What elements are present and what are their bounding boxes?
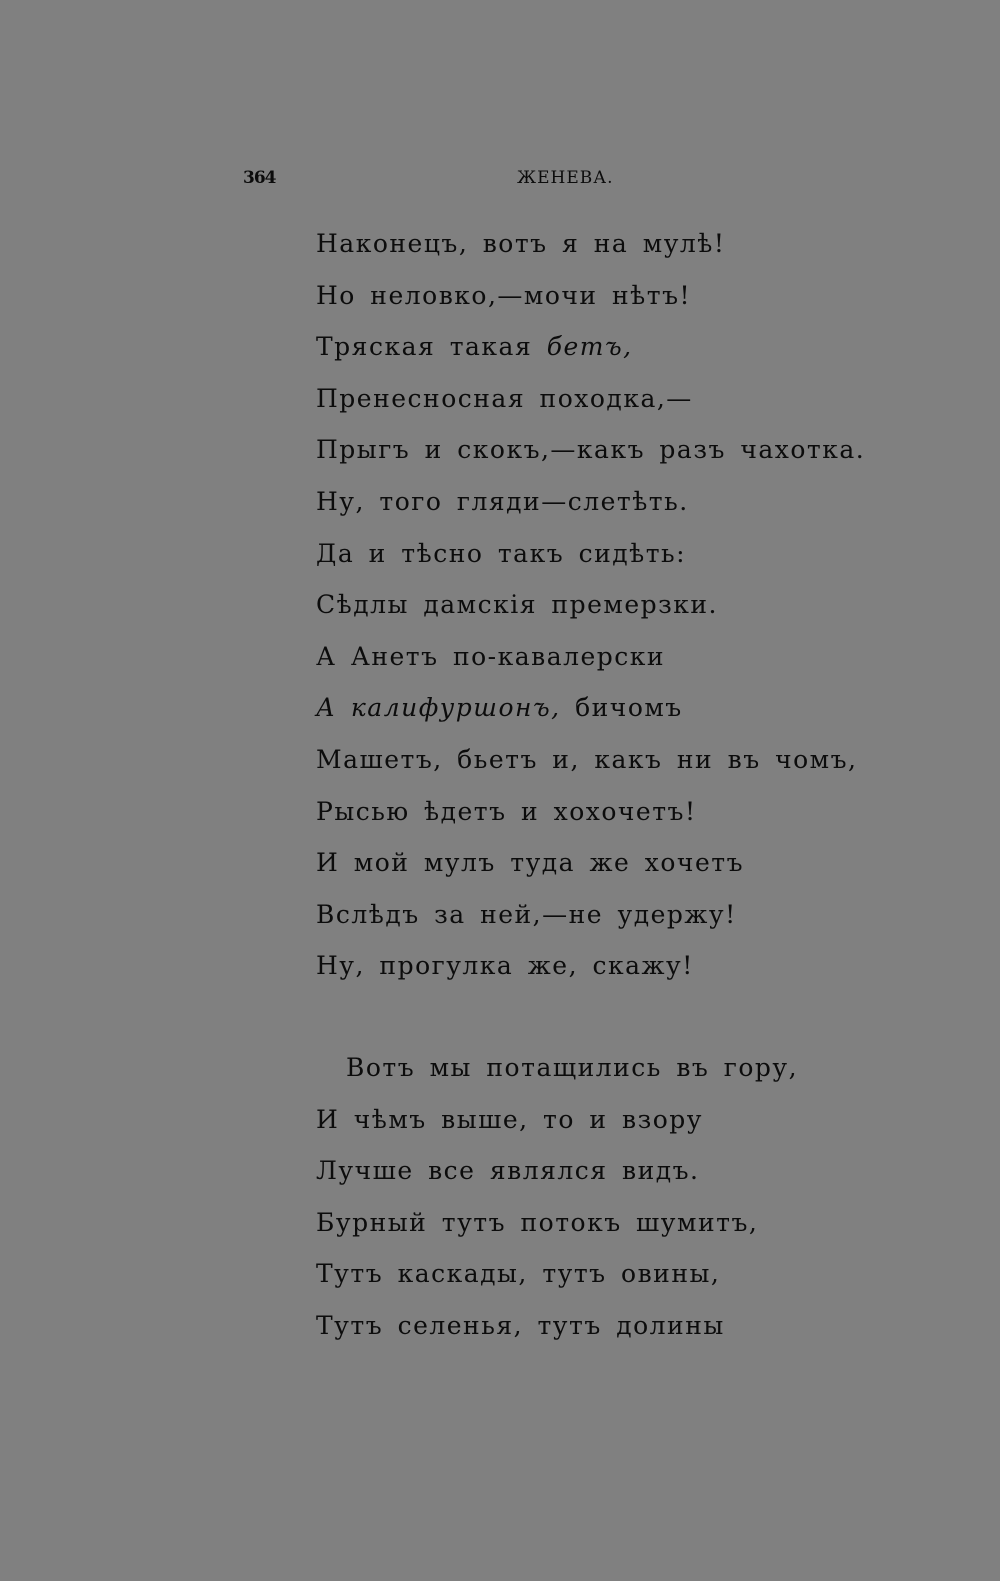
poem-stanza-2 — [316, 1048, 798, 1357]
verse-text: бичомъ — [560, 693, 683, 723]
verse-line: И чѣмъ выше, то и взору — [316, 1104, 703, 1134]
verse-line: Вотъ мы потащились въ гору, — [346, 1053, 799, 1082]
verse-line: Машетъ, бьетъ и, какъ ни въ чомъ, — [316, 744, 858, 774]
verse-text: Тряская такая — [316, 332, 547, 362]
verse-line: Сѣдлы дамскія премерзки. — [316, 590, 718, 620]
verse-line: И мой мулъ туда же хочетъ — [316, 848, 744, 878]
verse-italic-text: А калифуршонъ, — [316, 693, 561, 723]
verse-line — [316, 688, 865, 740]
verse-line: Рысью ѣдетъ и хохочетъ! — [316, 796, 697, 826]
running-head: ЖЕНЕВА. — [517, 168, 614, 188]
verse-line: Да и тѣсно такъ сидѣть: — [316, 538, 687, 568]
verse-line: Пренесносная походка,— — [316, 383, 693, 413]
verse-line: Тутъ каскады, тутъ овины, — [316, 1259, 721, 1288]
verse-line: А Анетъ по-кавалерски — [316, 641, 666, 671]
verse-line: Но неловко,—мочи нѣтъ! — [316, 280, 692, 310]
verse-line — [316, 327, 865, 379]
verse-line: Ну, прогулка же, скажу! — [316, 951, 694, 981]
verse-line: Бурный тутъ потокъ шумитъ, — [316, 1207, 759, 1237]
verse-line: Вслѣдъ за ней,—не удержу! — [316, 899, 737, 929]
verse-line: Ну, того гляди—слетѣть. — [316, 486, 689, 516]
verse-line: Прыгъ и скокъ,—какъ разъ чахотка. — [316, 435, 866, 465]
poem-stanza-1 — [316, 224, 865, 998]
verse-line: Тутъ селенья, тутъ долины — [316, 1310, 725, 1340]
verse-line: Наконецъ, вотъ я на мулѣ! — [316, 229, 726, 258]
verse-line: Лучше все являлся видъ. — [316, 1156, 700, 1185]
page-number: 364 — [243, 168, 276, 188]
verse-italic-text: бетъ, — [546, 332, 633, 362]
